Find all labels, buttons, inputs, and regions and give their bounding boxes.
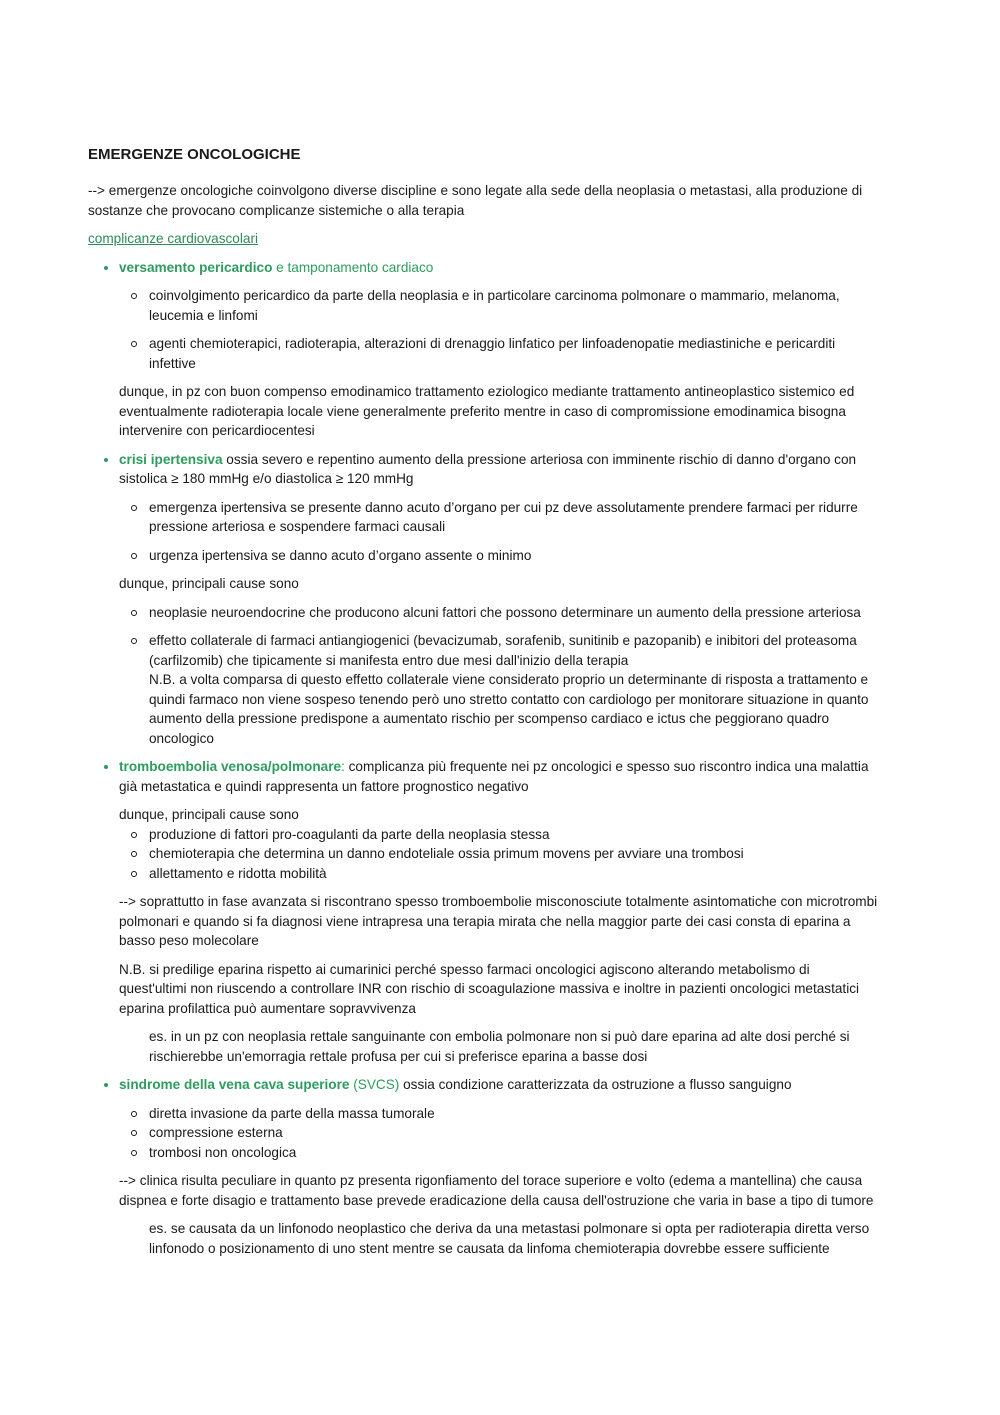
sub-item: emergenza ipertensiva se presente danno acuto d’organo per cui pz deve assolutamente prendere farmaci per ridurre pressione arteriosa e sospendere farmaci causali	[119, 498, 878, 537]
note-paragraph: dunque, in pz con buon compenso emodinamico trattamento eziologico mediante trattamento antineoplastico sistemico ed eventualmente radioterapia locale viene generalmente preferito mentre in caso di compromissione emodinamica bisogna intervenire con pericardiocentesi	[119, 384, 855, 438]
item-heading: crisi ipertensiva	[119, 451, 223, 467]
item-heading-colon: :	[341, 759, 345, 774]
note-paragraph: --> clinica risulta peculiare in quanto pz presenta rigonfiamento del torace superiore e volto (edema a mantellina) che causa dispnea e forte disagio e trattamento base prevede eradicazione della causa dell'ostruzione che varia in base a tipo di tumore	[119, 1173, 874, 1208]
emergency-list	[88, 258, 878, 1259]
sub-item: agenti chemioterapici, radioterapia, alterazioni di drenaggio linfatico per linfoadenopatie mediastiniche e pericarditi infettive	[119, 334, 878, 373]
sub-list	[119, 603, 878, 671]
note-paragraph: --> soprattutto in fase avanzata si riscontrano spesso tromboembolie misconosciute totalmente asintomatiche con microtrombi polmonari e quando si fa diagnosi viene intrapresa una terapia mirata che nella maggior parte dei casi consta di eparina a basso peso molecolare	[119, 894, 878, 948]
sub-item: chemioterapia che determina un danno endoteliale ossia primum movens per avviare una trombosi	[119, 844, 878, 864]
sub-list	[119, 498, 878, 566]
item-heading: tromboembolia venosa/polmonare	[119, 759, 342, 774]
section-link[interactable]: complicanze cardiovascolari	[88, 231, 258, 246]
sub-item: coinvolgimento pericardico da parte della neoplasia e in particolare carcinoma polmonare o mammario, melanoma, leucemia e linfomi	[119, 286, 878, 325]
list-item	[88, 450, 878, 749]
sub-item: diretta invasione da parte della massa tumorale	[119, 1104, 878, 1124]
item-heading-detail: ossia severo e repentino aumento della pressione arteriosa con imminente rischio di danno d'organo con sistolica ≥ 180 mmHg e/o diastolica ≥ 120 mmHg	[119, 451, 857, 486]
sub-item: allettamento e ridotta mobilità	[119, 864, 878, 884]
list-item	[88, 258, 878, 441]
item-heading-detail: e tamponamento cardiaco	[272, 259, 434, 275]
list-item	[88, 1075, 878, 1258]
list-item	[88, 757, 878, 1066]
page-title: EMERGENZE ONCOLOGICHE	[88, 146, 301, 163]
sub-list	[119, 286, 878, 373]
note-paragraph: dunque, principali cause sono	[119, 576, 299, 591]
sub-item: trombosi non oncologica	[119, 1143, 878, 1163]
sub-item	[119, 631, 878, 670]
item-heading-abbr: (SVCS)	[349, 1077, 400, 1092]
example-paragraph: es. se causata da un linfonodo neoplastico che deriva da una metastasi polmonare si opta per radioterapia diretta verso linfonodo o posizionamento di uno stent mentre se causata da linfoma chemioterapia dovrebbe essere sufficiente	[149, 1221, 870, 1256]
document-page	[88, 145, 878, 1267]
sub-item: produzione di fattori pro-coagulanti da parte della neoplasia stessa	[119, 825, 878, 845]
item-heading: versamento pericardico	[119, 259, 273, 275]
sub-item: urgenza ipertensiva se danno acuto d’organo assente o minimo	[119, 546, 878, 566]
sub-item: compressione esterna	[119, 1123, 878, 1143]
sub-list	[119, 825, 878, 884]
note-paragraph: dunque, principali cause sono	[119, 807, 299, 822]
example-paragraph: es. in un pz con neoplasia rettale sanguinante con embolia polmonare non si può dare eparina ad alte dosi perché si rischierebbe un'emorragia rettale profusa per cui si preferisce eparina a basse dosi	[149, 1029, 850, 1064]
nb-paragraph: N.B. si predilige eparina rispetto ai cumarinici perché spesso farmaci oncologici agiscono alterando metabolismo di quest'ultimi non riuscendo a controllare INR con rischio di scoagulazione massiva e inoltre in pazienti oncologici metastatici eparina profilattica può aumentare sopravvivenza	[119, 961, 860, 1016]
item-heading-detail: ossia condizione caratterizzata da ostruzione a flusso sanguigno	[399, 1077, 792, 1092]
nb-paragraph: N.B. a volta comparsa di questo effetto collaterale viene considerato proprio un determinante di risposta a trattamento e quindi farmaco non viene sospeso tenendo però uno stretto contatto con cardiologo per monitorare situazione in quanto aumento della pressione predispone a aumentato rischio per scompenso cardiaco e ictus che peggiorano quadro oncologico	[149, 672, 869, 746]
item-heading-detail: complicanza più frequente nei pz oncologici e spesso suo riscontro indica una malattia già metastatica e quindi rappresenta un fattore prognostico negativo	[119, 759, 869, 794]
sub-item-text: effetto collaterale di farmaci antiangiogenici (bevacizumab, sorafenib, sunitinib e pazopanib) e inibitori del proteasoma (carfilzomib) che tipicamente si manifesta entro due mesi dall'inizio della terapia	[149, 633, 857, 668]
sub-list	[119, 1104, 878, 1163]
intro-paragraph: --> emergenze oncologiche coinvolgono diverse discipline e sono legate alla sede della neoplasia o metastasi, alla produzione di sostanze che provocano complicanze sistemiche o alla terapia	[88, 183, 863, 218]
item-heading: sindrome della vena cava superiore	[119, 1077, 350, 1092]
sub-item: neoplasie neuroendocrine che producono alcuni fattori che possono determinare un aumento della pressione arteriosa	[119, 603, 878, 623]
